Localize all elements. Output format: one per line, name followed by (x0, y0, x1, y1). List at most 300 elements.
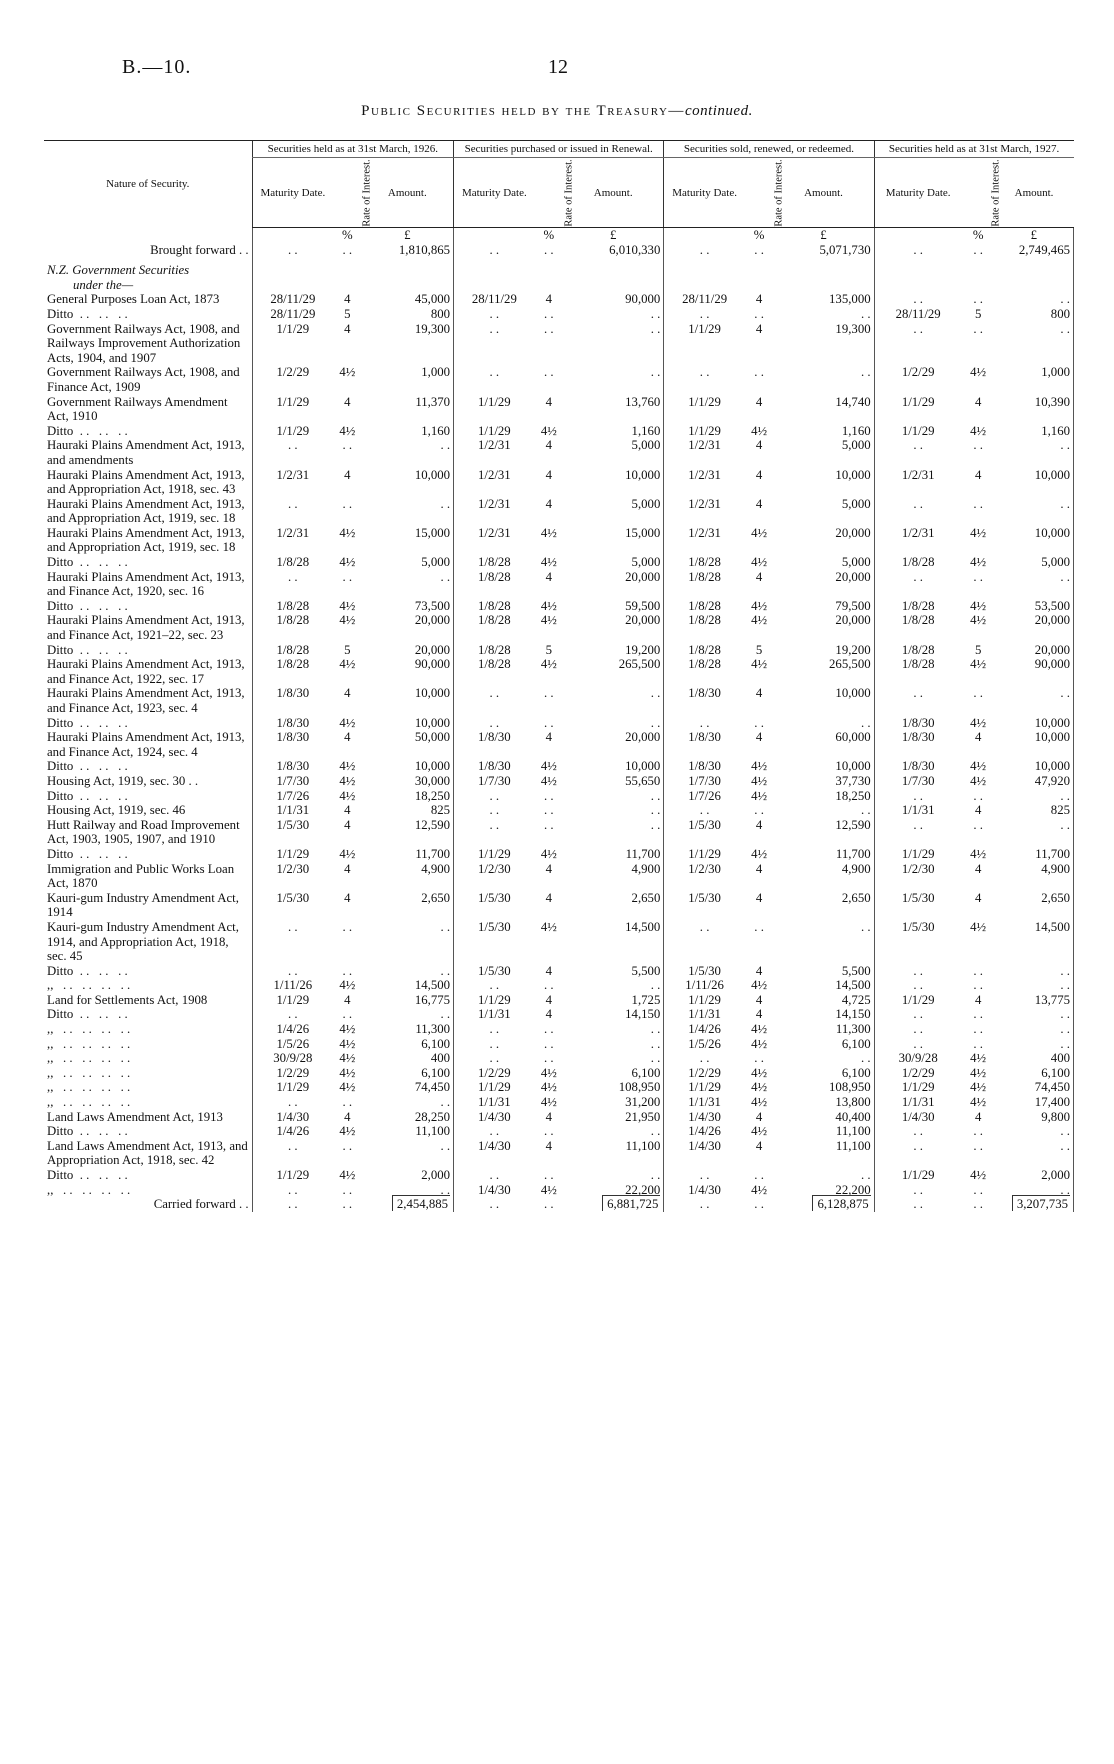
interest-rate-cell: 4 (545, 438, 553, 453)
amount-cell: . . (563, 803, 664, 818)
security-name: Hauraki Plains Amendment Act, 1913, and Appropriation Act, 1919, sec. 18 (47, 525, 248, 555)
interest-rate-cell: 4½ (540, 613, 557, 628)
interest-rate-cell: 4½ (970, 613, 987, 628)
interest-rate-cell: . . (754, 1051, 764, 1066)
maturity-date-cell: 30/9/28 (898, 1051, 938, 1066)
security-name: Ditto . . . . . . (47, 423, 128, 438)
amount-cell: . . (362, 1007, 454, 1022)
amount-cell: . . (362, 964, 454, 979)
security-name: Ditto . . . . . . (47, 788, 128, 803)
maturity-date-cell: . . (699, 715, 710, 730)
amount-cell: 14,500 (773, 978, 874, 993)
maturity-date-cell: 1/2/31 (688, 496, 721, 511)
interest-rate-cell: 4 (545, 890, 553, 905)
security-row (44, 657, 1074, 686)
interest-rate-cell: 4½ (339, 613, 356, 628)
interest-rate-cell: 4½ (751, 1080, 768, 1095)
maturity-date-cell: . . (699, 365, 710, 380)
security-row (44, 599, 1074, 614)
amount-cell: . . (563, 716, 664, 731)
maturity-date-cell: . . (252, 1139, 333, 1168)
maturity-date-cell: 1/1/29 (477, 394, 511, 409)
maturity-date-cell: . . (489, 1022, 500, 1037)
interest-rate-cell: . . (544, 1036, 554, 1051)
security-name: Hauraki Plains Amendment Act, 1913, and Finance Act, 1920, sec. 16 (47, 569, 248, 599)
interest-rate-cell: . . (973, 1138, 983, 1153)
amount-cell: 108,950 (563, 1080, 664, 1095)
maturity-date-cell: 1/5/30 (252, 818, 333, 847)
interest-rate-cell: 4½ (970, 919, 987, 934)
interest-rate-cell: 4 (545, 292, 553, 307)
interest-rate-cell: 4½ (970, 1080, 987, 1095)
amount-cell: . . (773, 716, 874, 731)
security-name: General Purposes Loan Act, 1873 (47, 292, 220, 307)
maturity-date-cell: 1/1/29 (252, 395, 333, 424)
amount-cell: 2,000 (995, 1168, 1074, 1183)
interest-rate-cell: 4 (545, 730, 553, 745)
interest-rate-cell: 4 (974, 890, 982, 905)
amount-cell: 10,000 (773, 468, 874, 497)
security-row (44, 789, 1074, 804)
security-row (44, 716, 1074, 731)
amount-cell: 10,000 (995, 759, 1074, 774)
amount-cell: 17,400 (995, 1095, 1074, 1110)
interest-rate-cell: 4 (974, 992, 982, 1007)
maturity-date-cell: 1/5/30 (901, 919, 935, 934)
interest-rate-cell: 4½ (751, 759, 768, 774)
amount-cell: 2,650 (773, 891, 874, 920)
security-row (44, 1080, 1074, 1095)
amount-cell: 20,000 (563, 730, 664, 759)
maturity-date-cell: 1/2/31 (901, 525, 935, 540)
interest-rate-cell: 4½ (970, 598, 987, 613)
interest-rate-cell: 4½ (339, 788, 356, 803)
amount-cell: 19,200 (773, 643, 874, 658)
amount-cell: . . (995, 1183, 1074, 1198)
interest-rate-cell: 4½ (751, 525, 768, 540)
amount-cell: 10,000 (995, 468, 1074, 497)
interest-rate-cell: 4½ (751, 423, 768, 438)
maturity-date-cell: . . (252, 1007, 333, 1022)
held-1926-header: Securities held as at 31st March, 1926. (252, 141, 454, 158)
maturity-date-cell: 1/1/29 (688, 321, 721, 336)
brought-forward-amount: 1,810,865 (362, 243, 454, 258)
interest-rate-cell: 4½ (339, 525, 356, 540)
interest-rate-cell: 4 (344, 861, 351, 876)
maturity-date-cell: 30/9/28 (252, 1051, 333, 1066)
maturity-date-cell: 1/8/28 (477, 598, 511, 613)
amount-cell: 1,160 (773, 424, 874, 439)
amount-cell: 400 (995, 1051, 1074, 1066)
interest-rate-cell: . . (544, 365, 554, 380)
maturity-date-cell: 1/2/31 (688, 467, 721, 482)
maturity-date-cell: . . (913, 686, 923, 701)
security-row (44, 468, 1074, 497)
maturity-date-cell: 1/1/29 (901, 394, 935, 409)
interest-rate-cell: 4½ (540, 598, 557, 613)
maturity-date-cell: 1/2/31 (688, 438, 721, 453)
amount-cell: 47,920 (995, 774, 1074, 789)
amount-cell: 6,100 (995, 1066, 1074, 1081)
maturity-date-cell: . . (252, 438, 333, 467)
amount-cell: 20,000 (773, 613, 874, 642)
security-name: ,, . . . . . . . . (47, 1182, 131, 1197)
interest-rate-cell: 4½ (751, 555, 768, 570)
maturity-date-cell: 1/8/28 (252, 643, 333, 658)
maturity-date-cell: 1/2/30 (252, 862, 333, 891)
interest-rate-cell: . . (973, 788, 983, 803)
amount-cell: 4,900 (995, 862, 1074, 891)
maturity-date-cell: . . (489, 715, 500, 730)
maturity-date-cell: . . (699, 803, 710, 818)
amount-cell: 30,000 (362, 774, 454, 789)
interest-rate-cell: 4½ (540, 1095, 557, 1110)
security-row (44, 424, 1074, 439)
maturity-date-cell: 1/2/29 (901, 365, 935, 380)
amount-cell: 14,500 (563, 920, 664, 964)
section-heading-row (44, 263, 1074, 292)
amount-cell: 14,150 (563, 1007, 664, 1022)
amount-cell: 1,725 (563, 993, 664, 1008)
maturity-date-cell: 1/4/30 (477, 1138, 511, 1153)
maturity-date-cell: 1/8/28 (688, 642, 721, 657)
security-name: Kauri-gum Industry Amendment Act, 1914, and Appropriation Act, 1918, sec. 45 (47, 919, 243, 964)
maturity-date-cell: 1/1/29 (252, 1080, 333, 1095)
amount-cell: . . (563, 1124, 664, 1139)
interest-rate-cell: 4 (344, 803, 351, 818)
interest-rate-cell: 4½ (339, 657, 356, 672)
amount-cell: 4,725 (773, 993, 874, 1008)
maturity-date-cell: 28/11/29 (252, 292, 333, 307)
section-heading: N.Z. Government Securities under the— (47, 263, 190, 292)
interest-rate-cell: 4½ (540, 846, 557, 861)
interest-rate-cell: 4 (545, 963, 553, 978)
amount-cell: . . (563, 978, 664, 993)
security-name: Land Laws Amendment Act, 1913 (47, 1109, 223, 1124)
amount-cell: 5,000 (773, 438, 874, 467)
amount-cell: 6,100 (563, 1066, 664, 1081)
interest-rate-cell: 4½ (751, 1065, 768, 1080)
interest-rate-cell: 4½ (970, 715, 987, 730)
amount-cell: . . (995, 789, 1074, 804)
interest-rate-cell: 4 (344, 817, 351, 832)
amount-cell: . . (995, 1022, 1074, 1037)
amount-cell: 21,950 (563, 1110, 664, 1125)
amount-cell: . . (362, 438, 454, 467)
interest-rate-cell: 5 (755, 642, 763, 657)
maturity-date-cell: 1/5/30 (901, 890, 935, 905)
amount-cell: 800 (995, 307, 1074, 322)
maturity-date-cell: 1/5/30 (252, 891, 333, 920)
interest-rate-cell: 4½ (540, 555, 557, 570)
interest-rate-cell: 4½ (751, 1095, 768, 1110)
amount-cell: . . (995, 1139, 1074, 1168)
amount-cell: 11,300 (362, 1022, 454, 1037)
maturity-date-cell: 1/1/29 (477, 423, 511, 438)
interest-rate-cell: 4 (755, 861, 763, 876)
amount-cell: 11,100 (773, 1139, 874, 1168)
maturity-date-cell: 1/4/30 (477, 1109, 511, 1124)
interest-rate-cell: 5 (344, 642, 351, 657)
amount-cell: . . (995, 438, 1074, 467)
maturity-date-cell: . . (699, 919, 710, 934)
purchased-header: Securities purchased or issued in Renewal. (454, 141, 664, 158)
maturity-date-cell: . . (913, 569, 923, 584)
interest-rate-cell: 4½ (970, 657, 987, 672)
maturity-date-cell: 1/7/30 (901, 773, 935, 788)
interest-rate-cell: . . (342, 496, 353, 511)
maturity-date-cell: 1/2/31 (688, 525, 721, 540)
security-name: Immigration and Public Works Loan Act, 1870 (47, 861, 237, 891)
maturity-date-cell: 1/1/31 (477, 1095, 511, 1110)
maturity-date-cell: 1/8/28 (901, 598, 935, 613)
interest-rate-cell: 4 (755, 992, 763, 1007)
interest-rate-cell: 4½ (339, 1022, 356, 1037)
maturity-date-cell: 1/8/30 (477, 730, 511, 745)
amount-cell: . . (995, 964, 1074, 979)
interest-rate-cell: 4½ (970, 759, 987, 774)
interest-rate-cell: . . (544, 978, 554, 993)
maturity-date-cell: 1/7/26 (252, 789, 333, 804)
amount-cell: 5,000 (563, 555, 664, 570)
amount-cell: 22,200 (563, 1183, 664, 1198)
amount-cell: 10,000 (362, 468, 454, 497)
amount-cell: 90,000 (563, 292, 664, 307)
maturity-date-cell: 1/2/29 (901, 1065, 935, 1080)
maturity-date-cell: . . (489, 817, 500, 832)
maturity-date-cell: . . (913, 817, 923, 832)
amount-cell: 19,200 (563, 643, 664, 658)
maturity-date-cell: 1/1/29 (477, 992, 511, 1007)
maturity-date-cell: . . (252, 1183, 333, 1198)
security-name: Land Laws Amendment Act, 1913, and Appropriation Act, 1918, sec. 42 (47, 1138, 251, 1168)
interest-rate-cell: 4½ (339, 1036, 356, 1051)
security-name: ,, . . . . . . . . (47, 1065, 131, 1080)
maturity-date-cell: . . (913, 438, 923, 453)
pound-unit: £ (773, 228, 874, 243)
interest-rate-cell: 4½ (970, 1065, 987, 1080)
report-code: B.—10. (122, 56, 192, 78)
amount-cell: . . (362, 1183, 454, 1198)
interest-rate-cell: . . (973, 1036, 983, 1051)
amount-cell: 19,300 (773, 322, 874, 366)
maturity-date-cell: 1/8/30 (688, 759, 721, 774)
amount-cell: 79,500 (773, 599, 874, 614)
interest-rate-cell: 4 (974, 730, 982, 745)
interest-rate-cell: . . (973, 817, 983, 832)
rate-header: Rate of Interest. (962, 158, 995, 228)
brought-forward-row: Brought forward . . . . . . 1,810,865 . . . . 6,010,330 . . . . 5,071,730 . . . . 2,749,465 (44, 243, 1074, 258)
interest-rate-cell: 4½ (970, 555, 987, 570)
interest-rate-cell: 4 (545, 496, 553, 511)
amount-cell: 74,450 (995, 1080, 1074, 1095)
amount-cell: 2,650 (362, 891, 454, 920)
maturity-date-cell: . . (489, 1124, 500, 1139)
unit-row (44, 228, 1074, 243)
carried-forward-label: Carried forward . . (153, 1197, 249, 1212)
maturity-date-cell: . . (489, 306, 500, 321)
security-name: Ditto . . . . . . (47, 555, 128, 570)
amount-cell: . . (995, 1007, 1074, 1022)
amount-cell: . . (995, 497, 1074, 526)
amount-cell: . . (362, 497, 454, 526)
maturity-date-cell: . . (699, 306, 710, 321)
security-row (44, 526, 1074, 555)
security-name: Hauraki Plains Amendment Act, 1913, and Finance Act, 1922, sec. 17 (47, 657, 248, 686)
interest-rate-cell: . . (973, 1182, 983, 1197)
interest-rate-cell: 4½ (751, 773, 768, 788)
amount-cell: 2,000 (362, 1168, 454, 1183)
sold-header: Securities sold, renewed, or redeemed. (664, 141, 874, 158)
interest-rate-cell: 4 (755, 1109, 763, 1124)
maturity-date-header: Maturity Date. (454, 158, 535, 228)
amount-cell: 16,775 (362, 993, 454, 1008)
maturity-date-cell: 1/1/29 (901, 423, 935, 438)
interest-rate-cell: . . (342, 1138, 353, 1153)
interest-rate-cell: . . (342, 569, 353, 584)
amount-cell: 10,000 (563, 468, 664, 497)
interest-rate-cell: 4 (974, 1109, 982, 1124)
interest-rate-cell: . . (544, 1168, 554, 1182)
amount-cell: 9,800 (995, 1110, 1074, 1125)
maturity-date-cell: . . (489, 1051, 500, 1066)
maturity-date-cell: 1/1/29 (901, 1080, 935, 1095)
security-name: Hauraki Plains Amendment Act, 1913, and Finance Act, 1921–22, sec. 23 (47, 613, 248, 643)
interest-rate-cell: 5 (974, 306, 982, 321)
maturity-date-cell: 1/1/29 (477, 1080, 511, 1095)
interest-rate-cell: 4½ (970, 846, 987, 861)
amount-cell: 11,100 (362, 1124, 454, 1139)
interest-rate-cell: . . (544, 715, 554, 730)
maturity-date-cell: . . (489, 978, 500, 993)
interest-rate-cell: 5 (545, 642, 553, 657)
maturity-date-cell: 1/2/31 (477, 525, 511, 540)
interest-rate-cell: 4 (755, 686, 763, 701)
interest-rate-cell: . . (544, 306, 554, 321)
interest-rate-cell: 4 (755, 730, 763, 745)
amount-cell: . . (995, 570, 1074, 599)
interest-rate-cell: . . (342, 919, 353, 934)
interest-rate-cell: 4 (545, 1007, 553, 1022)
security-row (44, 292, 1074, 307)
maturity-date-cell: . . (913, 1138, 923, 1153)
maturity-date-cell: 1/8/30 (252, 759, 333, 774)
security-row (44, 395, 1074, 424)
security-name: Government Railways Amendment Act, 1910 (47, 394, 231, 424)
maturity-date-cell: 1/8/28 (252, 657, 333, 686)
maturity-date-cell: 1/1/29 (252, 847, 333, 862)
amount-cell: 400 (362, 1051, 454, 1066)
interest-rate-cell: 4 (755, 292, 763, 307)
amount-cell: 14,500 (995, 920, 1074, 964)
amount-cell: . . (362, 920, 454, 964)
security-row (44, 1139, 1074, 1168)
interest-rate-cell: 4½ (751, 598, 768, 613)
amount-cell: 13,775 (995, 993, 1074, 1008)
interest-rate-cell: . . (973, 292, 983, 307)
security-row (44, 322, 1074, 366)
security-name: Ditto . . . . . . (47, 846, 128, 861)
security-name: Government Railways Act, 1908, and Finance Act, 1909 (47, 365, 243, 394)
maturity-date-cell: 1/1/31 (688, 1007, 721, 1022)
interest-rate-cell: 4½ (339, 773, 356, 788)
maturity-date-cell: 1/11/26 (685, 978, 724, 993)
maturity-date-cell: 1/2/29 (252, 365, 333, 394)
amount-cell: 1,000 (362, 365, 454, 394)
amount-cell: . . (995, 322, 1074, 366)
security-name: Ditto . . . . . . (47, 1007, 128, 1022)
interest-rate-cell: 4½ (540, 657, 557, 672)
amount-cell: 5,000 (563, 438, 664, 467)
interest-rate-cell: . . (544, 817, 554, 832)
maturity-date-cell: 1/7/30 (477, 773, 511, 788)
maturity-date-cell: 1/1/29 (688, 1080, 721, 1095)
security-row (44, 555, 1074, 570)
interest-rate-cell: . . (544, 686, 554, 701)
security-row (44, 307, 1074, 322)
maturity-date-cell: 1/1/29 (688, 846, 721, 861)
security-name: Land for Settlements Act, 1908 (47, 992, 208, 1007)
amount-cell: . . (773, 365, 874, 394)
maturity-date-cell: 28/11/29 (682, 292, 728, 307)
security-row (44, 1168, 1074, 1183)
interest-rate-cell: 4½ (339, 1124, 356, 1139)
title-main: Public Securities held by the Treasury— (361, 103, 685, 119)
interest-rate-cell: . . (754, 306, 764, 321)
amount-cell: . . (362, 1139, 454, 1168)
interest-rate-cell: 4 (344, 686, 351, 701)
amount-cell: 59,500 (563, 599, 664, 614)
interest-rate-cell: 4 (344, 394, 351, 409)
amount-cell: 4,900 (773, 862, 874, 891)
maturity-date-cell: . . (489, 365, 500, 380)
maturity-date-cell: 1/5/30 (477, 890, 511, 905)
interest-rate-cell: 5 (344, 306, 351, 321)
security-row (44, 1051, 1074, 1066)
interest-rate-cell: 4½ (540, 423, 557, 438)
maturity-date-cell: 1/8/30 (252, 716, 333, 731)
amount-cell: 6,100 (362, 1037, 454, 1052)
maturity-date-cell: . . (489, 1168, 500, 1182)
amount-cell: 5,500 (563, 964, 664, 979)
amount-cell: 10,000 (362, 759, 454, 774)
maturity-date-cell: . . (913, 292, 923, 307)
maturity-date-cell: 1/8/28 (901, 657, 935, 672)
interest-rate-cell: . . (973, 1022, 983, 1037)
security-name: Ditto . . . . . . (47, 1124, 128, 1139)
interest-rate-cell: 4 (344, 992, 351, 1007)
interest-rate-cell: 4 (344, 890, 351, 905)
interest-rate-cell: 4 (755, 1138, 763, 1153)
interest-rate-cell: 4 (545, 861, 553, 876)
table-title (0, 103, 1114, 120)
interest-rate-cell: 4½ (540, 525, 557, 540)
maturity-date-cell: 1/2/31 (252, 526, 333, 555)
interest-rate-cell: 5 (974, 642, 982, 657)
amount-cell: 20,000 (362, 613, 454, 642)
maturity-date-cell: . . (913, 788, 923, 803)
amount-cell: 14,740 (773, 395, 874, 424)
amount-cell: 1,000 (995, 365, 1074, 394)
interest-rate-cell: . . (342, 963, 353, 978)
amount-cell: 13,760 (563, 395, 664, 424)
security-name: Kauri-gum Industry Amendment Act, 1914 (47, 890, 243, 920)
page-number: 12 (548, 56, 568, 78)
maturity-date-cell: . . (489, 803, 500, 818)
maturity-date-cell: 1/1/31 (901, 1095, 935, 1110)
interest-rate-cell: 4 (344, 467, 351, 482)
maturity-date-cell: 1/1/29 (901, 846, 935, 861)
